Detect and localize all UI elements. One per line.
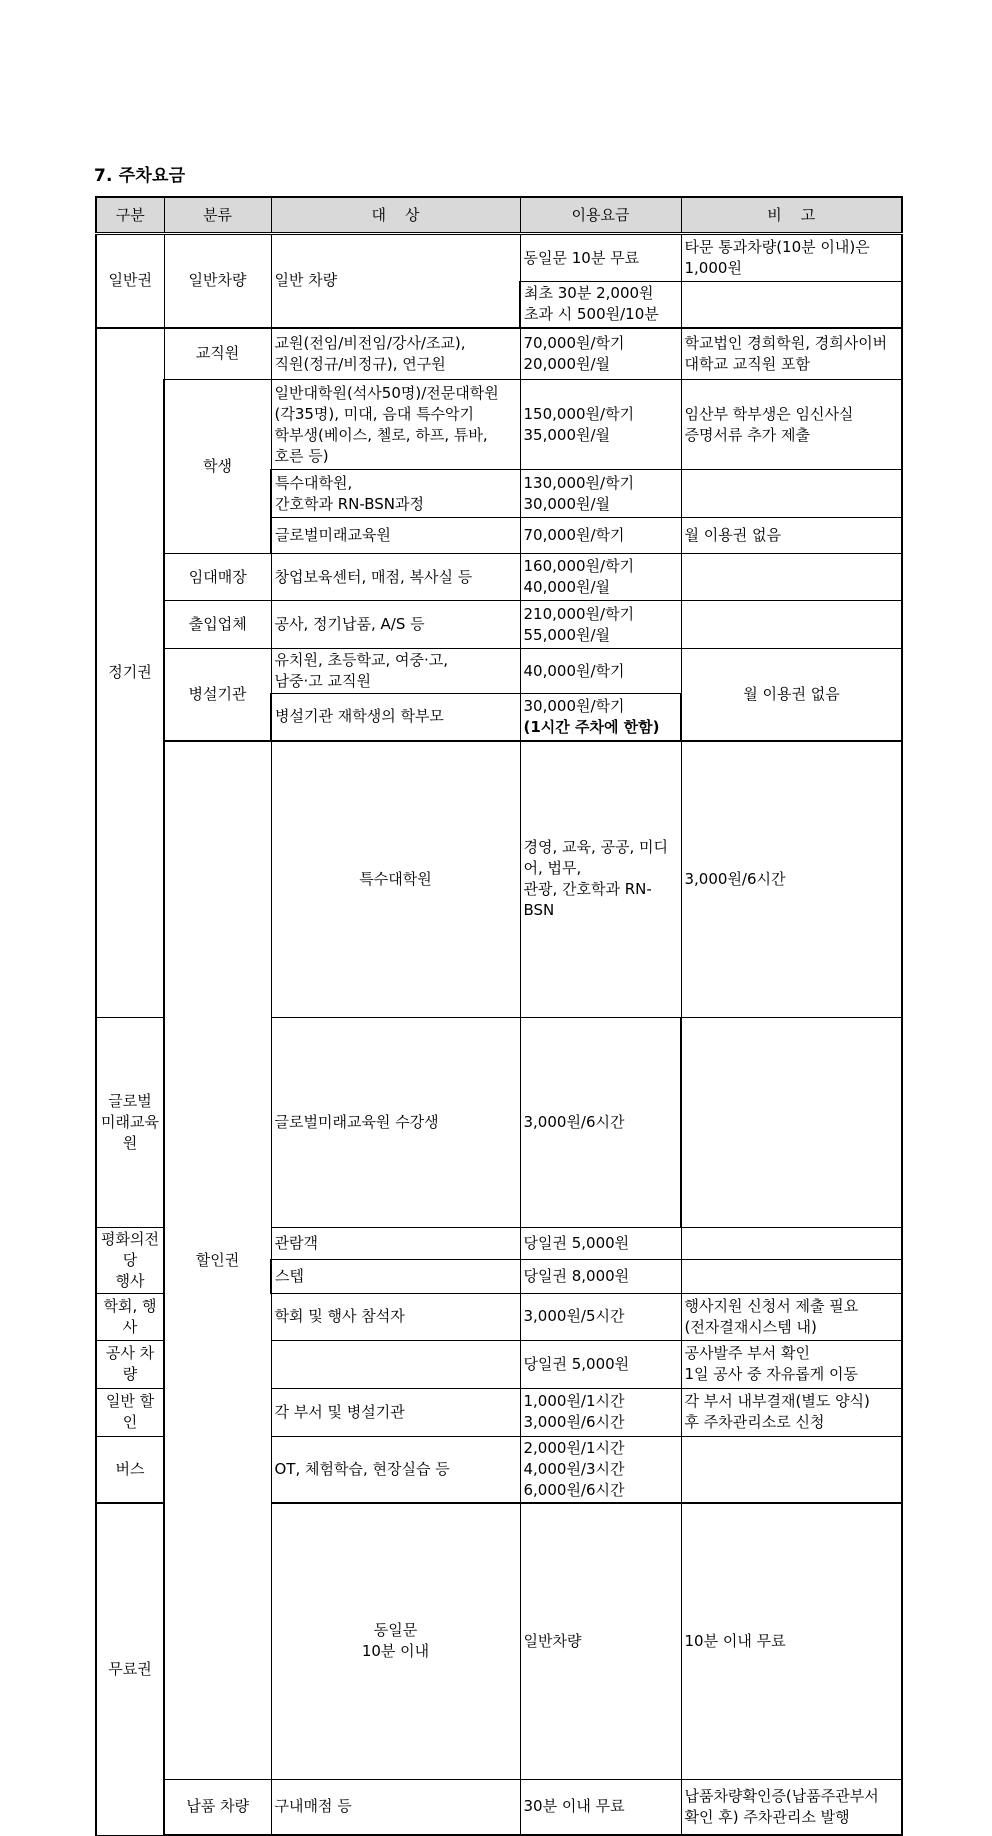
target-line: 남중·고 교직원 — [274, 672, 371, 690]
group-cell: 할인권 — [164, 741, 271, 1780]
category-line: 평화의전당 — [101, 1229, 159, 1269]
fee-cell — [520, 282, 681, 328]
target-cell: 창업보육센터, 매점, 복사실 등 — [271, 554, 520, 601]
fee-cell — [520, 1436, 681, 1503]
note-line: 공사발주 부서 확인 — [684, 1344, 810, 1362]
target-line: 관광, 간호학과 RN-BSN — [523, 880, 652, 920]
fee-line: 210,000원/학기 — [523, 604, 635, 623]
category-cell: 납품 차량 — [164, 1779, 271, 1835]
target-line: 특수대학원, — [275, 473, 353, 492]
fee-cell: 3,000원/6시간 — [520, 1018, 681, 1227]
group-cell: 일반권 — [96, 234, 164, 328]
group-cell: 정기권 — [96, 328, 164, 1018]
fee-cell: 당일권 8,000원 — [520, 1259, 681, 1293]
note-cell: 월 이용권 없음 — [681, 518, 902, 554]
fee-cell — [520, 601, 681, 649]
category-cell: 공사 차량 — [96, 1340, 164, 1388]
target-cell — [271, 328, 520, 380]
fee-line: 30,000원/학기 — [523, 696, 625, 715]
fee-line: 40,000원/월 — [523, 578, 611, 596]
note-cell — [681, 1436, 902, 1503]
fee-cell: 70,000원/학기 — [520, 518, 681, 554]
fee-line: 70,000원/학기 — [523, 333, 625, 352]
table-row — [96, 601, 902, 649]
target-line: 직원(정규/비정규), 연구원 — [274, 354, 446, 373]
note-cell: 타문 통과차량(10분 이내)은 1,000원 — [681, 234, 902, 282]
fee-line: 35,000원/월 — [523, 425, 611, 444]
target-cell: 관람객 — [271, 1227, 520, 1259]
table-row — [96, 328, 902, 380]
note-line: 후 주차관리소로 신청 — [684, 1413, 825, 1431]
note-cell — [681, 1259, 902, 1293]
fee-cell: 40,000원/학기 — [520, 649, 681, 694]
fee-cell: 10분 이내 무료 — [681, 1503, 902, 1780]
note-cell — [681, 1388, 902, 1436]
note-line: 1일 공사 중 자유롭게 이동 — [684, 1365, 859, 1383]
parking-fee-table — [95, 196, 903, 1836]
target-cell: 각 부서 및 병설기관 — [271, 1388, 520, 1436]
table-row — [96, 741, 902, 1018]
fee-cell: 3,000원/6시간 — [681, 741, 902, 1018]
table-row — [96, 554, 902, 601]
target-cell — [271, 470, 520, 518]
note-cell: 월 이용권 없음 — [681, 649, 902, 741]
fee-line: 130,000원/학기 — [523, 473, 635, 492]
category-cell — [96, 1227, 164, 1293]
note-cell — [681, 470, 902, 518]
fee-line: 최초 30분 2,000원 — [524, 284, 654, 303]
header-target: 대 상 — [271, 197, 520, 234]
header-category: 분류 — [164, 197, 271, 234]
note-cell — [681, 1779, 902, 1835]
fee-cell — [520, 694, 681, 741]
target-cell: 공사, 정기납품, A/S 등 — [271, 601, 520, 649]
category-line: 미래교육원 — [101, 1112, 159, 1152]
target-cell: 글로벌미래교육원 — [271, 518, 520, 554]
target-cell — [271, 649, 520, 694]
category-cell — [271, 1503, 520, 1780]
fee-cell: 당일권 5,000원 — [520, 1340, 681, 1388]
target-cell: 구내매점 등 — [271, 1779, 520, 1835]
fee-line: 1,000원/1시간 — [523, 1392, 625, 1410]
category-cell: 출입업체 — [164, 601, 271, 649]
category-cell: 특수대학원 — [271, 741, 520, 1018]
group-cell: 무료권 — [96, 1503, 164, 1836]
header-row — [96, 197, 902, 234]
header-note: 비 고 — [681, 197, 902, 234]
category-line: 행사 — [115, 1271, 145, 1290]
target-cell — [271, 1340, 520, 1388]
target-cell — [271, 380, 520, 470]
fee-line: 6,000원/6시간 — [523, 1480, 625, 1499]
note-cell — [681, 282, 902, 328]
category-cell: 일반차량 — [164, 234, 271, 328]
target-cell: 학회 및 행사 참석자 — [271, 1293, 520, 1340]
fee-line: (1시간 주차에 한함) — [523, 717, 660, 736]
table-row — [96, 234, 902, 282]
target-cell: 병설기관 재학생의 학부모 — [271, 694, 520, 741]
note-cell — [681, 1293, 902, 1340]
fee-line: 55,000원/월 — [523, 625, 611, 644]
category-cell: 학회, 행사 — [96, 1293, 164, 1340]
category-cell — [96, 1018, 164, 1227]
table-row — [96, 649, 902, 694]
target-line: 유치원, 초등학교, 여중·고, — [274, 651, 449, 669]
target-line: 호른 등) — [274, 446, 329, 465]
category-cell: 병설기관 — [164, 649, 271, 741]
target-cell: 일반차량 — [520, 1503, 681, 1780]
fee-cell — [520, 554, 681, 601]
note-cell — [681, 1227, 902, 1259]
fee-cell — [520, 1388, 681, 1436]
note-line: 대학교 교직원 포함 — [684, 354, 810, 373]
note-cell — [681, 380, 902, 470]
fee-line: 160,000원/학기 — [523, 557, 635, 575]
note-line: 임산부 학부생은 임신사실 — [684, 404, 854, 423]
fee-cell — [520, 328, 681, 380]
note-line: (전자결재시스템 내) — [684, 1317, 817, 1336]
category-cell: 일반 할인 — [96, 1388, 164, 1436]
target-line: 경영, 교육, 공공, 미디어, 법무, — [523, 838, 669, 878]
category-cell: 임대매장 — [164, 554, 271, 601]
fee-line: 150,000원/학기 — [523, 404, 635, 423]
category-cell: 버스 — [96, 1436, 164, 1503]
section-title: 7. 주차요금 — [94, 166, 186, 186]
note-line: 납품차량확인증(납품주관부서 — [684, 1786, 879, 1805]
target-line: 간호학과 RN-BSN과정 — [275, 494, 424, 513]
note-line: 학교법인 경희학원, 경희사이버 — [684, 333, 888, 352]
note-cell — [681, 1340, 902, 1388]
target-line: 학부생(베이스, 첼로, 하프, 튜바, — [274, 425, 488, 444]
fee-line: 2,000원/1시간 — [523, 1438, 625, 1457]
note-line: 각 부서 내부결재(별도 양식) — [684, 1392, 870, 1410]
note-cell — [681, 601, 902, 649]
category-line: 10분 이내 — [361, 1642, 430, 1660]
note-cell — [681, 554, 902, 601]
target-cell: 글로벌미래교육원 수강생 — [271, 1018, 520, 1227]
target-cell — [520, 741, 681, 1018]
target-line: (각35명), 미대, 음대 특수악기 — [274, 404, 475, 423]
table-row — [96, 380, 902, 470]
category-cell: 교직원 — [164, 328, 271, 380]
target-line: 일반대학원(석사50명)/전문대학원 — [274, 383, 499, 402]
header-fee: 이용요금 — [520, 197, 681, 234]
fee-cell: 3,000원/5시간 — [520, 1293, 681, 1340]
target-line: 교원(전임/비전임/강사/조교), — [274, 333, 466, 352]
note-line: 증명서류 추가 제출 — [684, 425, 810, 444]
target-cell: 일반 차량 — [271, 234, 520, 328]
fee-cell: 동일문 10분 무료 — [520, 234, 681, 282]
header-group: 구분 — [96, 197, 164, 234]
fee-line: 3,000원/6시간 — [523, 1413, 625, 1431]
note-line: 확인 후) 주차관리소 발행 — [684, 1807, 850, 1826]
fee-cell — [520, 470, 681, 518]
category-line: 동일문 — [373, 1621, 418, 1639]
category-cell: 학생 — [164, 380, 271, 554]
fee-line: 30,000원/월 — [523, 494, 611, 513]
fee-cell: 당일권 5,000원 — [520, 1227, 681, 1259]
table-row — [96, 1779, 902, 1835]
fee-line: 4,000원/3시간 — [523, 1459, 625, 1478]
target-cell: OT, 체험학습, 현장실습 등 — [271, 1436, 520, 1503]
fee-line: 초과 시 500원/10분 — [524, 305, 659, 324]
fee-line: 20,000원/월 — [523, 354, 611, 373]
category-line: 글로벌 — [108, 1091, 152, 1110]
note-cell — [681, 328, 902, 380]
target-cell: 스텝 — [271, 1259, 520, 1293]
fee-cell: 30분 이내 무료 — [520, 1779, 681, 1835]
fee-cell — [520, 380, 681, 470]
note-line: 행사지원 신청서 제출 필요 — [684, 1296, 859, 1315]
